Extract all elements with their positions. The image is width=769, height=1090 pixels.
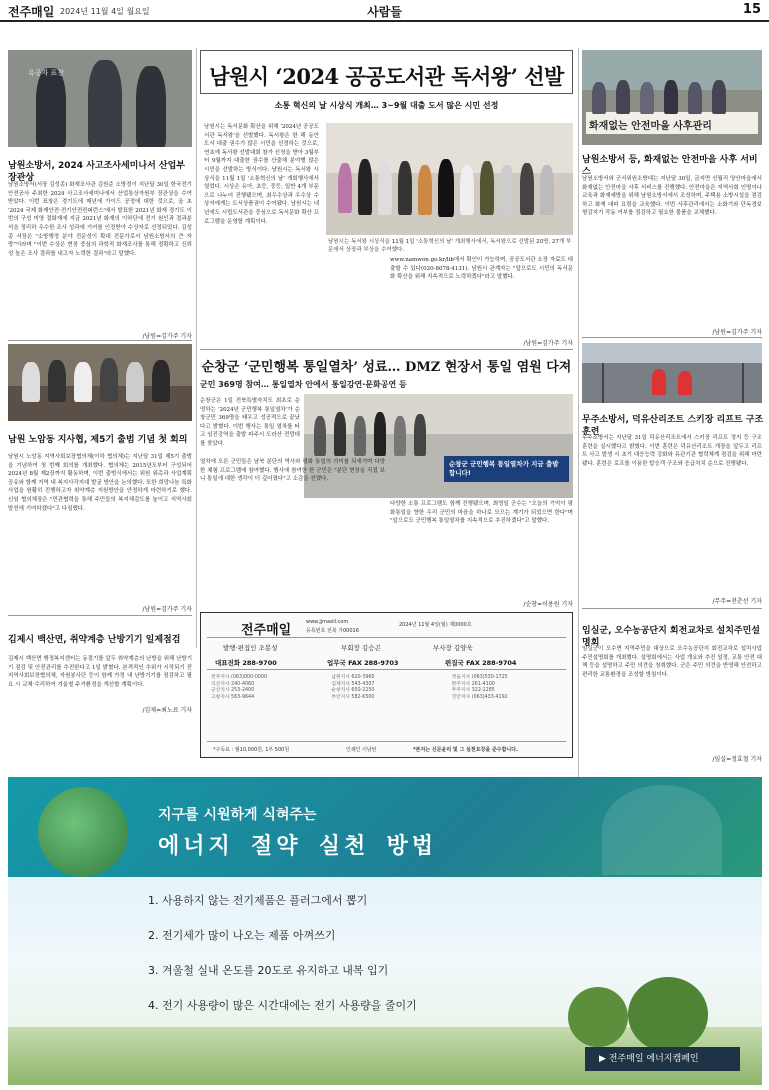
ad-item: 2. 전기세가 많이 나오는 제품 아껴쓰기	[148, 929, 336, 942]
section-title: 사람들	[367, 5, 402, 19]
article-photo	[326, 123, 573, 235]
article-body: 김제시 백산면 행정복지센터는 동절기를 앞두 취약계층의 난방을 위해 난방기기 점검 및 안전관리를 추진한다고 1일 밝혔다. 본격적인 추위가 시작되기 전 지역사회보장협의체, 자원봉사단 등이 함께 가정 내 난방기기를 점검하고 필요 시 교체·수리하여 겨울철 주거환경을 개선할 계획이다.	[8, 656, 192, 688]
divider	[207, 741, 566, 742]
byline: /임실=정효철 기자	[712, 756, 762, 763]
headline: 무주소방서, 덕유산리조트 스키장 리프트 구조훈련	[582, 415, 764, 437]
masthead-issue: 2024년 11월 4일(월) 제0000호	[399, 622, 472, 628]
phone-editorial: 편집국 FAX 288-9704	[445, 659, 517, 667]
article-body: 열차에 오른 군민들은 남북 분단의 역사와 평화 통일의 의미를 되새기며 다양한 체험 프로그램에 참여했다. 행사에 참여한 한 군민은 "분단 현장을 직접 보니 통일에 대한 생각이 더 깊어졌다"고 소감을 전했다.	[200, 459, 385, 483]
photo-caption: 남원시는 독서왕 시상식을 11월 1일 '소통혁신의 날' 개최행사에서, 독서왕으로 선발된 20명, 27개 부문에서 상장과 부상을 수여했다.	[328, 239, 572, 253]
branch-entry: 군산지사 253-2400	[211, 688, 255, 694]
main-subtitle: 소통 혁신의 날 시상식 개최… 3~9월 대출 도서 많은 시민 선정	[274, 101, 499, 110]
branch-entry: 정읍지사 (063)530-1725	[451, 675, 508, 680]
headline: 김제시 백산면, 취약계층 난방기기 일제점검	[8, 635, 181, 645]
divider	[8, 615, 192, 616]
masthead-registration: 등록번호 전북 가00016	[306, 628, 359, 634]
branch-entry: 전주지사 (063)000-0000	[211, 675, 268, 680]
divider	[200, 349, 573, 350]
branch-entry: 익산지사 240-4060	[211, 681, 255, 687]
byline: /무주=천춘선 기자	[712, 598, 762, 605]
globe-icon	[38, 787, 128, 877]
byline: /김제=최노료 기자	[142, 707, 192, 714]
article-body: 남원시는 독서문화 확산을 위해 '2024년 공공도서관 독서왕'을 선발했다. 독서왕은 한 해 동안 도서 대출 권수가 많은 시민을 선정하는 것으로, 연초에 독서왕 선발대회 참가 신청을 받아 3월부터 9월까지 대출한 권수를 산출해 분야별 많은 시민을 선발하는 방식이다. 남원시는 독서왕 시상식을 11월 1일 '소통혁신의 날' 개회행사에서 열었다. 시상은 유아, 초등, 중등, 일반 4개 부문으로 나누어 진행됐으며, 최우수상과 우수상 수상자에게는 도서상품권이 수여됐다. 남원시는 내년에도 시립도서관을 중심으로 독서문화 확산 프로그램을 운영할 계획이다.	[204, 124, 319, 225]
article-photo	[582, 343, 762, 403]
staff-vice-president: 부사장 김양욱	[433, 644, 473, 652]
headline: 남원소방서, 2024 사고조사세미나서 산업부장관상	[8, 161, 185, 183]
tree-icon	[568, 987, 628, 1047]
subscription-fee: *구독료 : 월10,000원, 1부 500원	[213, 747, 290, 753]
page-number: 15	[742, 2, 761, 17]
ad-title: 에너지 절약 실천 방법	[158, 834, 438, 859]
article-body: 임실군이 오수면 지역주민을 대상으로 오수농공단지 회전교차로 설치사업 주민설명회를 개최했다. 설명회에서는 사업 개요와 추진 일정, 교통 안전 대책 등을 설명하고 주민 의견을 청취했다. 군은 주민 의견을 반영해 안전하고 편리한 교통환경을 조성할 방침이다.	[582, 646, 762, 678]
leaf-decoration-icon	[602, 785, 722, 875]
branch-entry: 무주지사 322-2285	[451, 688, 495, 694]
ad-kicker: 지구를 시원하게 식혀주는	[158, 807, 317, 823]
article-photo	[8, 50, 192, 147]
headline: 남원 노암동 지사협, 제5기 출범 기념 첫 회의	[8, 435, 188, 445]
headline: 남원소방서 등, 화재없는 안전마을 사후 서비스	[582, 155, 758, 177]
staff-vice-chair: 부회장 김승곤	[341, 644, 381, 652]
energy-campaign-ad	[8, 777, 762, 1085]
main-headline: 남원시 ‘2024 공공도서관 독서왕’ 선발	[209, 64, 564, 89]
divider	[582, 337, 762, 338]
branch-entry: 진안지사 (063)433-4192	[451, 694, 508, 700]
photo-banner-text: 순창군 군민행복 통일열차가 지금 출발합니다!	[444, 456, 569, 482]
article-photo	[582, 50, 762, 145]
staff-publisher: 발행·편집인 조봉성	[223, 644, 278, 652]
column-divider	[578, 48, 579, 828]
byline: /남원=김가주 기자	[142, 606, 192, 613]
branch-entry: 부안지사 582-6500	[331, 694, 375, 700]
article-body: 남원시 노암동 지역사회보장협의체(이하 협의체)는 지난달 31일 제5기 출범을 기념하여 첫 번째 회의를 개최했다. 협의체는 2015년도부터 구성되어 2024년 8월 제2장까지 활동하며, 이번 출범식에서는 위원 위촉과 사업계획 공유와 함께 지역 내 복지사각지대 발굴 방안을 논의했다. 또한 희망나눔 특화사업을 원활히 진행하고자 취약계층 지원방안을 안정하게 마련하기로 했다. 신임 협의체장은 "민관협력을 통해 주민들의 복지체감도를 높이고 지역사회 발전에 기여하겠다"고 다짐했다.	[8, 454, 192, 512]
article-body: 다양한 소통 프로그램도 함께 진행됐으며, 최영일 군수는 "오늘의 기억이 평화통일을 향한 우리 군민의 마음을 하나로 모으는 계기가 되었으면 한다"며 "앞으로도 군민행복 통일열차를 지속적으로 추진하겠다"고 말했다.	[390, 501, 573, 525]
masthead-url: www.jjmaeil.com	[306, 619, 349, 625]
subtitle: 군민 369명 참여… 통일열차 안에서 통일강연·문화공연 등	[200, 380, 407, 389]
photo-banner-text: 유공자 표창	[28, 69, 65, 77]
masthead-box	[200, 612, 573, 758]
tree-icon	[628, 977, 708, 1052]
headline: 임실군, 오수농공단지 회전교차로 설치주민설명회	[582, 626, 761, 648]
divider	[582, 608, 762, 609]
newspaper-brand: 전주매일	[8, 5, 55, 19]
byline: /순창=이용원 기자	[523, 601, 573, 608]
column-divider	[196, 48, 197, 648]
phone-main: 대표전화 288-9700	[215, 659, 277, 667]
byline: /남원=김가주 기자	[712, 329, 762, 336]
campaign-label: ▶ 전주매일 에너지캠페인	[585, 1047, 740, 1071]
article-body: 남원소방서(서장 김성종) 화재조사관 김원준 소방경이 지난달 30일 한국전기안전공사 주최한 2024 사고조사세미나에서 산업통상자원부 장관상을 수여 받았다. 이번 표창은 경기도에 매년에 가이드 공정에 대한 것으로, 올 초 '2024 국제 화재안전·전기안전컨퍼런스'에서 발표한 2021년 화재 경기도 이번의 구성 미영 절화재에 지금 2021년 화재의 이하단에 전기 원인과 결과분석을 정리하 우수한 조사 성과에 기여를 인정받아 수상자로 선정되었다. 김성종 서장은 "소방행정 분야 전문성이 확대 전문가로서 남원소방서의 큰 자랑"이라며 "이번 수상은 현장 중심의 과학적 화재조사를 통해 정확하고 신뢰성 높은 조사 결과를 내고자 노력한 결과"라고 말했다.	[8, 182, 192, 257]
ad-item: 3. 겨울철 실내 온도를 20도로 유지하고 내복 입기	[148, 964, 389, 977]
divider	[8, 340, 192, 341]
divider	[207, 637, 566, 638]
printer: 인쇄인 이남탄	[346, 747, 377, 753]
main-title-box	[200, 50, 573, 94]
photo-banner-text: 화재없는 안전마을 사후관리	[586, 112, 758, 134]
masthead-logo: 전주매일	[241, 623, 292, 638]
divider	[207, 669, 566, 670]
branch-entry: 고창지사 563-9644	[211, 694, 255, 700]
ad-item: 4. 전기 사용량이 많은 시간대에는 전기 사용량을 줄이기	[148, 999, 417, 1012]
ad-item: 1. 사용하지 않는 전기제품은 플러그에서 뽑기	[148, 894, 368, 907]
article-body: www.namwon.go.kr/lib에서 확인이 가능하며, 공공도서관 소장 자료도 대출할 수 있다(020-8078-4131). 남원시 관계자는 "앞으로도 시민의 독서문화 확산을 위해 지속적으로 노력하겠다"라고 말했다.	[390, 257, 573, 281]
branch-directory	[211, 675, 566, 701]
branch-entry: 김제지사 543-4307	[331, 681, 375, 687]
article-body: 무주소방서는 지난달 31일 덕유산리조트에서 스키장 리프트 정지 등 구조훈련을 실시했다고 밝혔다. 이번 훈련은 덕유산리조트 개장을 앞두고 리프트 사고 발생 시 초기 대응능력 강화와 유관기관 협력체계 점검을 위해 마련됐다. 훈련은 로프를 이용한 탑승객 구조와 응급처치 순으로 진행됐다.	[582, 435, 762, 467]
byline: /남원=김가주 기자	[142, 333, 192, 340]
issue-date: 2024년 11월 4일 월요일	[60, 7, 150, 16]
article-body: 남원소방서와 군서위원소방대는 지난달 30일, 금지면 신월리 양산마을에서 화재없는 안전마을 사후 서비스를 진행했다. 안전마을은 지역사회 인명이나 교육과 화재예방을 위해 남원소방서에서 조성하며, 주택용 소방시설을 점검하고 화재 대피 요령을 교육했다. 이번 사후관리에서는 소화기와 단독경보형감지기 작동 여부를 점검하고 필요한 물품을 교체했다.	[582, 176, 762, 217]
headline: 순창군 ‘군민행복 통일열차’ 성료… DMZ 현장서 통일 염원 다져	[201, 360, 572, 375]
branch-entry: 완주지사 261-4100	[451, 681, 495, 687]
phone-business: 업무국 FAX 288-9703	[327, 659, 399, 667]
article-body: 순창군은 1일 전북특별자치도 최초로 운영하는 '2024년 군민행복 통일열차'가 순창군민 369명을 태우고 성공적으로 끝났다고 밝혔다. 이번 행사는 통일 열차를 타고 임진강역을 출발 파주시 도라산 전망대를 찾았다.	[200, 398, 300, 447]
ad-header-band	[8, 777, 762, 877]
branch-entry: 순창지사 650-2250	[331, 688, 375, 694]
page-header	[0, 0, 769, 22]
article-photo	[8, 344, 192, 421]
branch-entry: 남원지사 620-3960	[331, 675, 375, 680]
byline: /남원=김가주 기자	[523, 340, 573, 347]
ethics-notice: *본지는 신문윤리 및 그 실천요강을 준수합니다.	[413, 747, 518, 753]
